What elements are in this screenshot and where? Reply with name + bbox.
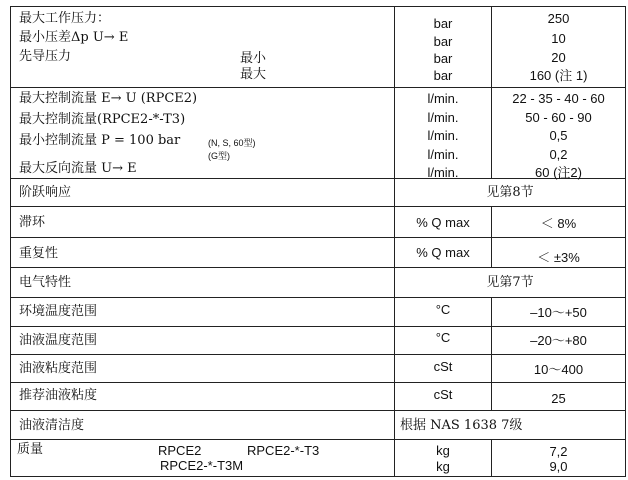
spec-label: 重复性 bbox=[19, 246, 59, 261]
spec-label: 油液粘度范围 bbox=[19, 361, 98, 376]
spec-sublabel: 最大 bbox=[240, 67, 267, 82]
spec-value: 10～400 bbox=[533, 362, 584, 377]
spec-value: 25 bbox=[551, 391, 566, 406]
row-divider bbox=[10, 354, 626, 355]
row-divider bbox=[10, 267, 626, 268]
spec-unit: °C bbox=[435, 330, 451, 345]
spec-unit: l/min. bbox=[427, 110, 459, 125]
spec-value: 50 - 60 - 90 bbox=[525, 110, 592, 125]
table-border-left bbox=[10, 6, 11, 477]
spec-unit: cSt bbox=[433, 359, 453, 374]
spec-label: 油液温度范围 bbox=[19, 333, 98, 348]
spec-unit: bar bbox=[433, 34, 453, 49]
spec-unit: l/min. bbox=[427, 165, 459, 180]
row-divider bbox=[10, 87, 626, 88]
spec-label: 最小压差Δp U→ E bbox=[19, 30, 129, 45]
spec-value: 0,2 bbox=[549, 147, 568, 162]
spec-unit: cSt bbox=[433, 387, 453, 402]
spec-unit: % Q max bbox=[416, 245, 470, 260]
spec-unit: °C bbox=[435, 302, 451, 317]
row-divider bbox=[10, 382, 626, 383]
model-name: RPCE2 bbox=[158, 443, 202, 458]
row-divider bbox=[10, 410, 626, 411]
spec-value: 7,2 bbox=[549, 444, 568, 459]
spec-value: 160 (注 1) bbox=[529, 68, 588, 83]
spec-value-span: 根据 NAS 1638 7级 bbox=[400, 418, 523, 433]
spec-value: –10～+50 bbox=[530, 305, 587, 320]
row-divider bbox=[10, 237, 626, 238]
spec-label: 先导压力 bbox=[19, 49, 72, 64]
spec-value-span: 见第8节 bbox=[486, 185, 534, 200]
spec-unit: l/min. bbox=[427, 128, 459, 143]
spec-label: 电气特性 bbox=[19, 275, 72, 290]
spec-label: 质量 bbox=[17, 442, 44, 457]
spec-label: 阶跃响应 bbox=[19, 185, 72, 200]
spec-value: ＜ 8% bbox=[540, 216, 577, 231]
spec-unit: % Q max bbox=[416, 215, 470, 230]
spec-sublabel: 最小 bbox=[240, 51, 267, 66]
spec-value: 0,5 bbox=[549, 128, 568, 143]
spec-value: –20～+80 bbox=[530, 333, 587, 348]
spec-label: 滞环 bbox=[19, 215, 46, 230]
spec-unit: l/min. bbox=[427, 91, 459, 106]
spec-note: (N, S, 60型) bbox=[208, 138, 256, 148]
spec-label: 最大反向流量 U→ E bbox=[19, 161, 137, 176]
spec-value: 22 - 35 - 40 - 60 bbox=[512, 91, 605, 106]
row-divider bbox=[10, 297, 626, 298]
spec-unit: kg bbox=[436, 443, 450, 458]
spec-value: 10 bbox=[551, 31, 566, 46]
model-name: RPCE2-*-T3M bbox=[160, 458, 244, 473]
spec-value: 9,0 bbox=[549, 459, 568, 474]
spec-label: 推荐油液粘度 bbox=[19, 388, 98, 403]
table-border-right bbox=[625, 6, 626, 477]
spec-value: 60 (注2) bbox=[535, 165, 582, 180]
spec-unit: bar bbox=[433, 51, 453, 66]
spec-value: 20 bbox=[551, 50, 566, 65]
spec-unit: bar bbox=[433, 68, 453, 83]
row-divider bbox=[10, 206, 626, 207]
spec-label: 最小控制流量 P = 100 bar bbox=[19, 133, 181, 148]
spec-value: ＜ ±3% bbox=[537, 250, 580, 265]
spec-value-span: 见第7节 bbox=[486, 275, 534, 290]
spec-label: 环境温度范围 bbox=[19, 304, 98, 319]
spec-label: 油液清洁度 bbox=[19, 418, 85, 433]
spec-unit: l/min. bbox=[427, 147, 459, 162]
spec-label: 最大工作压力： bbox=[19, 11, 111, 26]
spec-unit: kg bbox=[436, 459, 450, 474]
table-border-bottom bbox=[10, 476, 626, 477]
row-divider bbox=[10, 439, 626, 440]
model-name: RPCE2-*-T3 bbox=[247, 443, 320, 458]
spec-note: (G型) bbox=[208, 151, 230, 161]
spec-label: 最大控制流量 E→ U (RPCE2) bbox=[19, 91, 198, 106]
spec-value: 250 bbox=[547, 11, 570, 26]
spec-unit: bar bbox=[433, 16, 453, 31]
spec-label: 最大控制流量(RPCE2-*-T3) bbox=[19, 112, 186, 127]
table-border-top bbox=[10, 6, 626, 7]
row-divider bbox=[10, 326, 626, 327]
